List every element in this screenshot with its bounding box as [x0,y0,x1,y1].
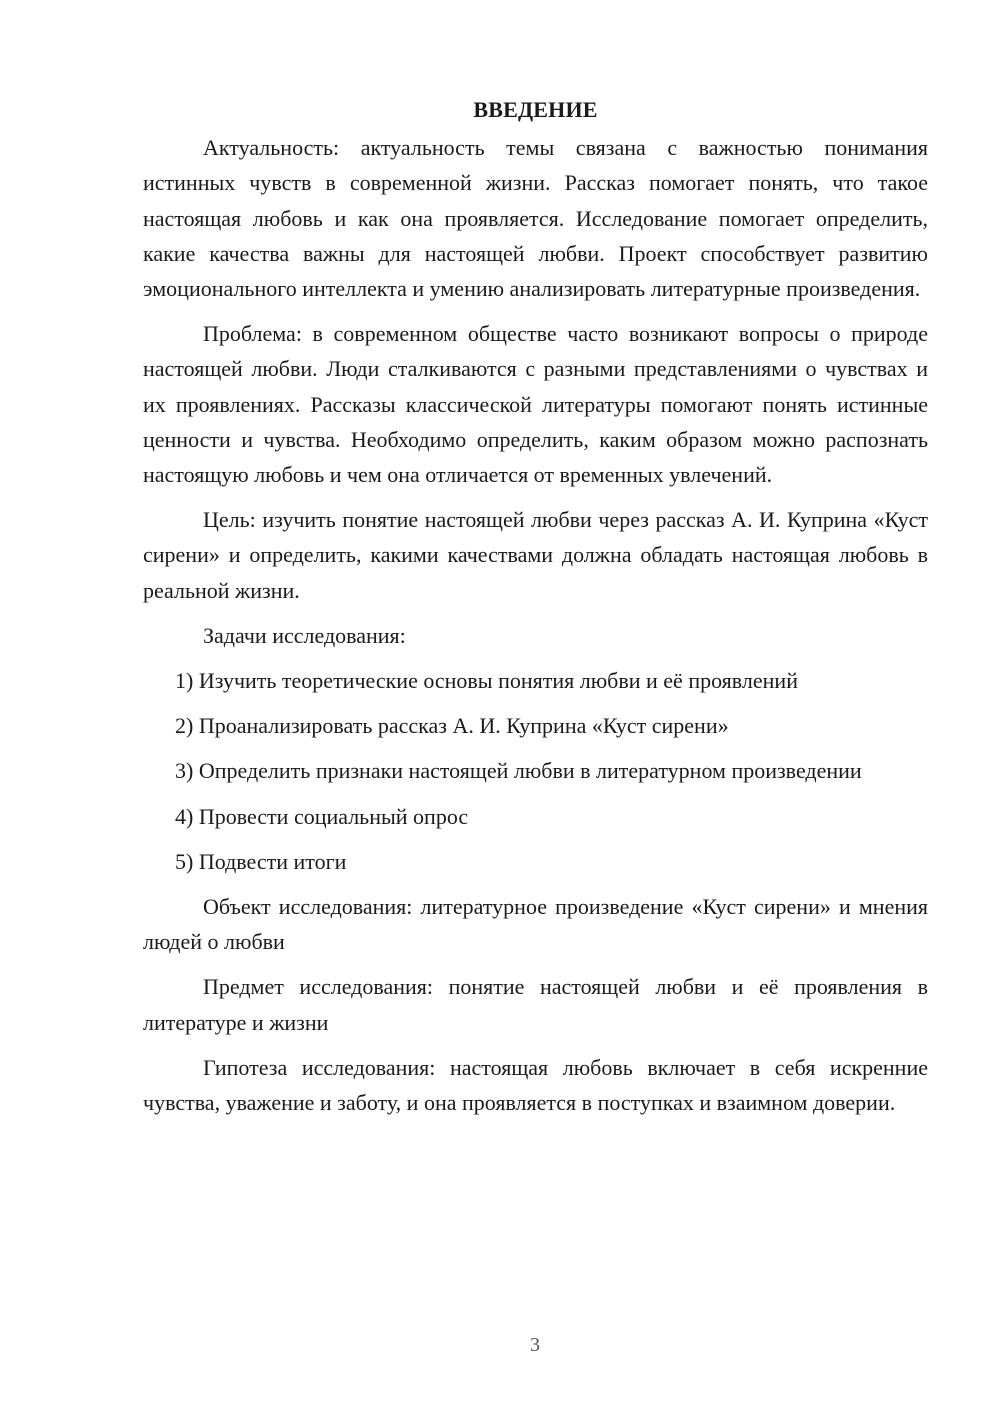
relevance-paragraph: Актуальность: актуальность темы связана с важностью понимания истинных чувств в современной жизни. Рассказ помогает понять, что такое настоящая любовь и как она проявляется. Исследование помогает определить, какие качества важны для настоящей любви. Проект способствует развитию эмоционального интеллекта и умению анализировать литературные произведения. [143,135,928,302]
section-title: ВВЕДЕНИЕ [473,97,598,122]
tasks-heading: Задачи исследования: [203,622,406,648]
page-number: 3 [530,1334,540,1356]
problem-paragraph: Проблема: в современном обществе часто возникают вопросы о природе настоящей любви. Люди сталкиваются с разными представлениями о чувствах и их проявлениях. Рассказы классической литературы помогают понять истинные ценности и чувства. Необходимо определить, каким образом можно распознать настоящую любовь и чем она отличается от временных увлечений. [143,321,928,488]
task-item-2: 2) Проанализировать рассказ А. И. Куприна «Куст сирени» [175,713,729,739]
object-paragraph: Объект исследования: литературное произведение «Куст сирени» и мнения людей о любви [143,894,928,955]
task-item-3: 3) Определить признаки настоящей любви в литературном произведении [175,758,862,784]
hypothesis-paragraph: Гипотеза исследования: настоящая любовь включает в себя искренние чувства, уважение и заботу, и она проявляется в поступках и взаимном доверии. [143,1054,928,1116]
goal-paragraph: Цель: изучить понятие настоящей любви через рассказ А. И. Куприна «Куст сирени» и определить, какими качествами должна обладать настоящая любовь в реальной жизни. [143,507,928,603]
document-body [143,92,928,1130]
task-item-1: 1) Изучить теоретические основы понятия любви и её проявлений [175,668,798,694]
subject-paragraph: Предмет исследования: понятие настоящей любви и её проявления в литературе и жизни [143,974,928,1035]
task-item-4: 4) Провести социальный опрос [175,803,469,829]
task-item-5: 5) Подвести итоги [175,848,347,874]
